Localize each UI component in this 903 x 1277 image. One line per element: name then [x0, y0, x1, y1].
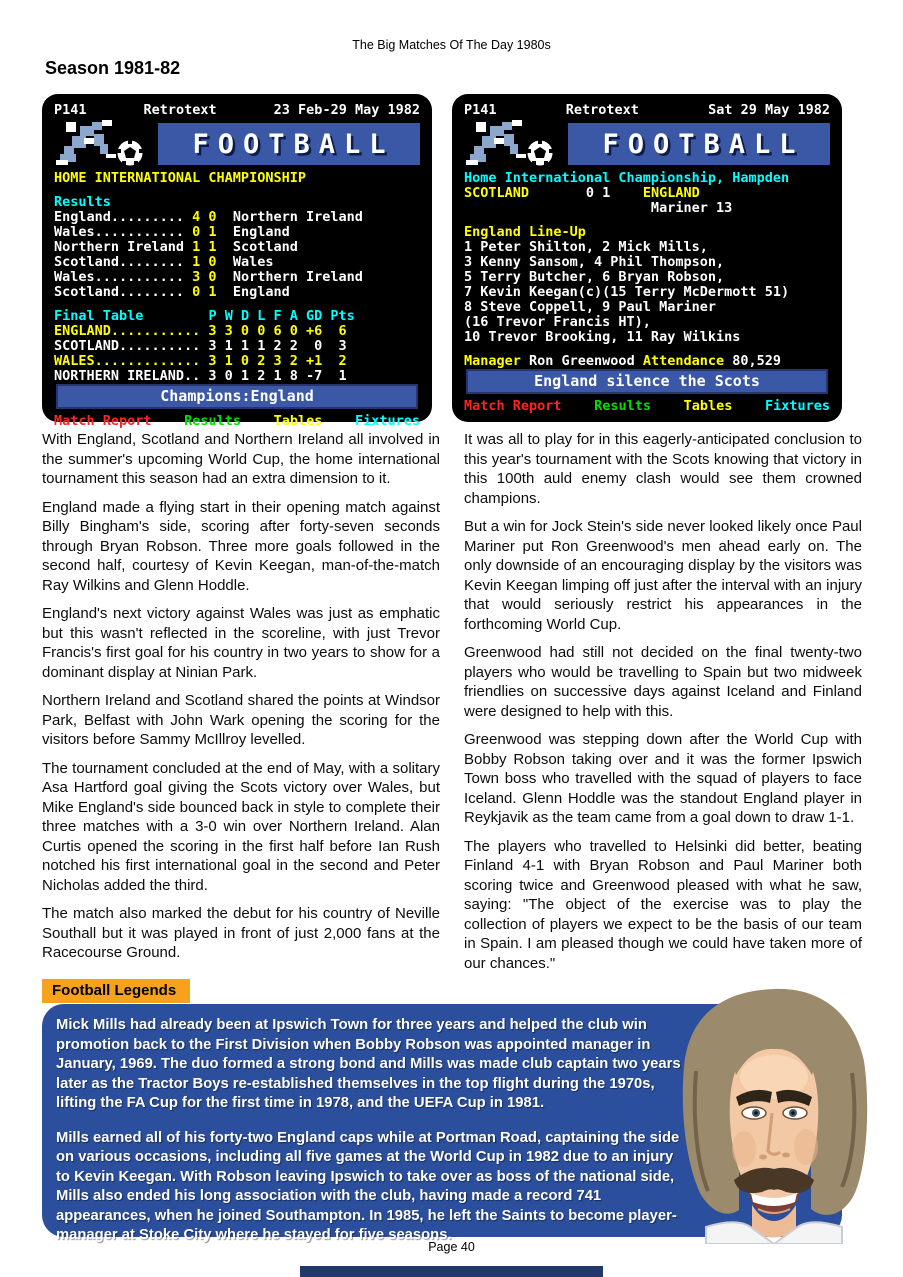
teletext-row [54, 171, 420, 186]
teletext-text: SCOTLAND.......... 3 1 1 1 2 2 0 3 [54, 338, 347, 354]
football-banner-word: FOOTBALL [602, 128, 805, 160]
paragraph: Mick Mills had already been at Ipswich Town for three years and helped the club win promotion back to the First Division when Bobby Robson was appointed manager in January, 1969. The duo formed a strong bond and Mills was made club captain two years later as the Tractor Boys re-established themselves in the top flight during the 1970s, lifting the FA Cup for the first time in 1978, and the UEFA Cup in 1981. [56, 1017, 681, 1111]
fastext-link-results: Results [184, 413, 242, 429]
teletext-row [464, 201, 830, 216]
teletext-text: Scotland........ [54, 254, 193, 270]
teletext-text: 1 0 [192, 254, 217, 270]
teletext-row [464, 255, 830, 270]
teletext-page-ref: P141 [54, 102, 87, 118]
teletext-text: Home International Championship, Hampden [464, 170, 790, 186]
teletext-row [54, 210, 420, 225]
teletext-text: Attendance [642, 353, 733, 369]
paragraph: The players who travelled to Helsinki did better, beating Finland 4-1 with Bryan Robson and Paul Mariner both scoring twice and Greenwood pleased with what he saw, saying: "The object of the exercise was to play the collection of players we expect to be the basis of our team in Spain. I am pleased though we could have taken more of our chances." [464, 837, 862, 972]
teletext-text: ENGLAND........... 3 3 0 0 6 0 +6 6 [54, 323, 347, 339]
teletext-row [464, 354, 830, 369]
teletext-text: Mariner 13 [464, 200, 733, 216]
teletext-service-name: Retrotext [143, 102, 217, 118]
football-banner [464, 120, 830, 168]
football-banner-word: FOOTBALL [192, 128, 395, 160]
teletext-rows [54, 171, 420, 384]
teletext-text: Manager [464, 353, 530, 369]
teletext-text: WALES............. 3 1 0 2 3 2 +1 2 [54, 353, 347, 369]
paragraph: But a win for Jock Stein's side never looked likely once Paul Mariner put Ron Greenwood's men ahead early on. The only downside of an encouraging display by the visitors was Kevin Keegan limping off just after the interval with an injury that would seriously restrict his appearances in the forthcoming World Cup. [464, 518, 862, 633]
paragraph: England made a flying start in their opening match against Billy Bingham's side, scoring after forty-seven seconds through Bryan Robson. Three more goals followed in the second half, courtesy of Kevin Keegan, man-of-the-match Ray Wilkins and Glenn Hoddle. [42, 498, 440, 594]
champions-bar: Champions:England [56, 384, 418, 409]
teletext-text: 0 1 [192, 284, 217, 300]
season-title: Season 1981-82 [45, 58, 181, 78]
footballer-kick-icon [464, 120, 566, 168]
teletext-rows [464, 171, 830, 369]
fastext-link-fixtures: Fixtures [764, 398, 830, 414]
teletext-row [54, 225, 420, 240]
fastext-link-tables: Tables [273, 413, 323, 429]
fastext-row [464, 397, 830, 415]
teletext-page-header [54, 102, 420, 119]
teletext-bottom-bars [464, 369, 830, 415]
teletext-row [54, 339, 420, 354]
article [42, 430, 862, 982]
teletext-text: England Line-Up [464, 224, 586, 240]
page-number: Page 40 [428, 1240, 475, 1254]
teletext-text: Northern Ireland [216, 209, 363, 225]
teletext-text: 4 0 [192, 209, 217, 225]
teletext-row [54, 240, 420, 255]
fastext-link-match-report: Match Report [464, 398, 562, 414]
teletext-text: Scotland........ [54, 284, 193, 300]
paragraph: Greenwood had still not decided on the final twenty-two players who would be travelling to Spain but two midweek friendlies on successive days against Iceland and Finland were designed to help with this. [464, 644, 862, 720]
footballer-kick-icon [54, 120, 156, 168]
teletext-page-ref: P141 [464, 102, 497, 118]
teletext-date: 23 Feb-29 May 1982 [273, 102, 420, 118]
teletext-row [54, 309, 420, 324]
football-banner-bar [568, 123, 830, 165]
fastext-row [54, 412, 420, 430]
paragraph: Northern Ireland and Scotland shared the points at Windsor Park, Belfast with John Wark opening the scoring for the visitors before Sammy McIllroy levelled. [42, 692, 440, 748]
paragraph: Greenwood was stepping down after the World Cup with Bobby Robson taking over and it was the former Ipswich Town boss who travelled with the squad of players to face Iceland. Glenn Hoddle was the standout England player in Reykjavik as the team came from a goal down to draw 1-1. [464, 731, 862, 826]
teletext-text: 3 Kenny Sansom, 4 Phil Thompson, [464, 254, 725, 270]
teletext-row [464, 285, 830, 300]
teletext-text: Wales........... [54, 269, 193, 285]
teletext-screens-row [42, 94, 842, 429]
teletext-text: 1 1 [192, 239, 217, 255]
teletext-screen-match [452, 94, 842, 422]
teletext-text: HOME INTERNATIONAL CHAMPIONSHIP [54, 170, 306, 186]
teletext-text: 10 Trevor Brooking, 11 Ray Wilkins [464, 329, 741, 345]
teletext-row [464, 225, 830, 240]
teletext-text: Wales [216, 254, 274, 270]
teletext-service-name: Retrotext [565, 102, 639, 118]
teletext-row [54, 324, 420, 339]
paragraph: With England, Scotland and Northern Ireland all involved in the summer's upcoming World Cup, the home international tournament this season had an extra dimension to it. [42, 431, 440, 487]
teletext-text: Scotland [216, 239, 298, 255]
paragraph: It was all to play for in this eagerly-anticipated conclusion to this year's tournament with the Scots knowing that victory in this 100th auld enemy clash would see them crowned champions. [464, 431, 862, 507]
teletext-text: 0 1 [192, 224, 217, 240]
teletext-row [464, 186, 830, 201]
teletext-text: NORTHERN IRELAND.. 3 0 1 2 1 8 -7 1 [54, 368, 347, 384]
teletext-text: 7 Kevin Keegan(c)(15 Terry McDermott 51) [464, 284, 790, 300]
teletext-text: England......... [54, 209, 193, 225]
teletext-row [54, 270, 420, 285]
teletext-row [54, 255, 420, 270]
teletext-date: Sat 29 May 1982 [708, 102, 830, 118]
teletext-row [464, 330, 830, 345]
teletext-row [464, 300, 830, 315]
teletext-text: Northern Ireland [54, 239, 193, 255]
mick-mills-portrait [646, 981, 903, 1244]
teletext-text: 3 0 [192, 269, 217, 285]
fastext-link-fixtures: Fixtures [354, 413, 420, 429]
paragraph: The tournament concluded at the end of May, with a solitary Asa Hartford goal giving the Scots victory over Wales, but Mike England's side bounced back in style to complete their three matches with a 3-0 win over Northern Ireland. Alan Curtis opened the scoring in the first half before Ian Rush notched his first international goal in the second and Peter Nicholas added the third. [42, 759, 440, 894]
paragraph: The match also marked the debut for his country of Neville Southall but it was played in front of just 2,000 fans at the Racecourse Ground. [42, 905, 440, 961]
teletext-text: (16 Trevor Francis HT), [464, 314, 651, 330]
teletext-text: Ron Greenwood [529, 353, 643, 369]
teletext-row [54, 354, 420, 369]
teletext-text: 0 1 [529, 185, 643, 201]
headline-bar: England silence the Scots [466, 369, 828, 394]
teletext-row [464, 240, 830, 255]
article-right-column [464, 430, 862, 982]
teletext-screen-championship [42, 94, 432, 429]
teletext-text: Final Table [54, 308, 209, 324]
teletext-row [54, 369, 420, 384]
fastext-link-tables: Tables [683, 398, 733, 414]
teletext-text: 1 Peter Shilton, 2 Mick Mills, [464, 239, 708, 255]
teletext-row [464, 315, 830, 330]
teletext-text: SCOTLAND [464, 185, 530, 201]
teletext-row [464, 171, 830, 186]
legends-text [42, 1004, 684, 1246]
teletext-row [54, 285, 420, 300]
teletext-text: 5 Terry Butcher, 6 Bryan Robson, [464, 269, 725, 285]
bottom-edge-bar [300, 1266, 603, 1277]
fastext-link-results: Results [594, 398, 652, 414]
football-banner-bar [158, 123, 420, 165]
article-left-column [42, 430, 440, 982]
teletext-text: Northern Ireland [216, 269, 363, 285]
teletext-page-header [464, 102, 830, 119]
teletext-text: England [216, 284, 290, 300]
teletext-text: 8 Steve Coppell, 9 Paul Mariner [464, 299, 716, 315]
paragraph: Mills earned all of his forty-two England caps while at Portman Road, captaining the side on various occasions, including all five games at the World Cup in 1982 due to an injury to Kevin Keegan. With Robson leaving Ipswich to take over as boss of the national side, Mills also ended his long association with the club, having made a record 741 appearances, when he joined Southampton. In 1985, he left the Saints to become player-manager at Stoke City where he stayed for five seasons. [56, 1129, 680, 1243]
teletext-text: ENGLAND [642, 185, 700, 201]
teletext-row [464, 270, 830, 285]
running-header: The Big Matches Of The Day 1980s [352, 38, 551, 52]
football-banner [54, 120, 420, 168]
fastext-link-match-report: Match Report [54, 413, 152, 429]
paragraph: England's next victory against Wales was just as emphatic but this wasn't reflected in the scoreline, with just Trevor Francis's first goal for his country in two years to show for a dominant display at Ninian Park. [42, 605, 440, 681]
teletext-bottom-bars [54, 384, 420, 430]
teletext-text: P W D L F A GD Pts [208, 308, 355, 324]
football-legends-label: Football Legends [42, 979, 190, 1003]
teletext-row [54, 195, 420, 210]
teletext-text: 80,529 [732, 353, 782, 369]
teletext-text: Wales........... [54, 224, 193, 240]
teletext-text: Results [54, 194, 111, 210]
teletext-text: England [216, 224, 290, 240]
